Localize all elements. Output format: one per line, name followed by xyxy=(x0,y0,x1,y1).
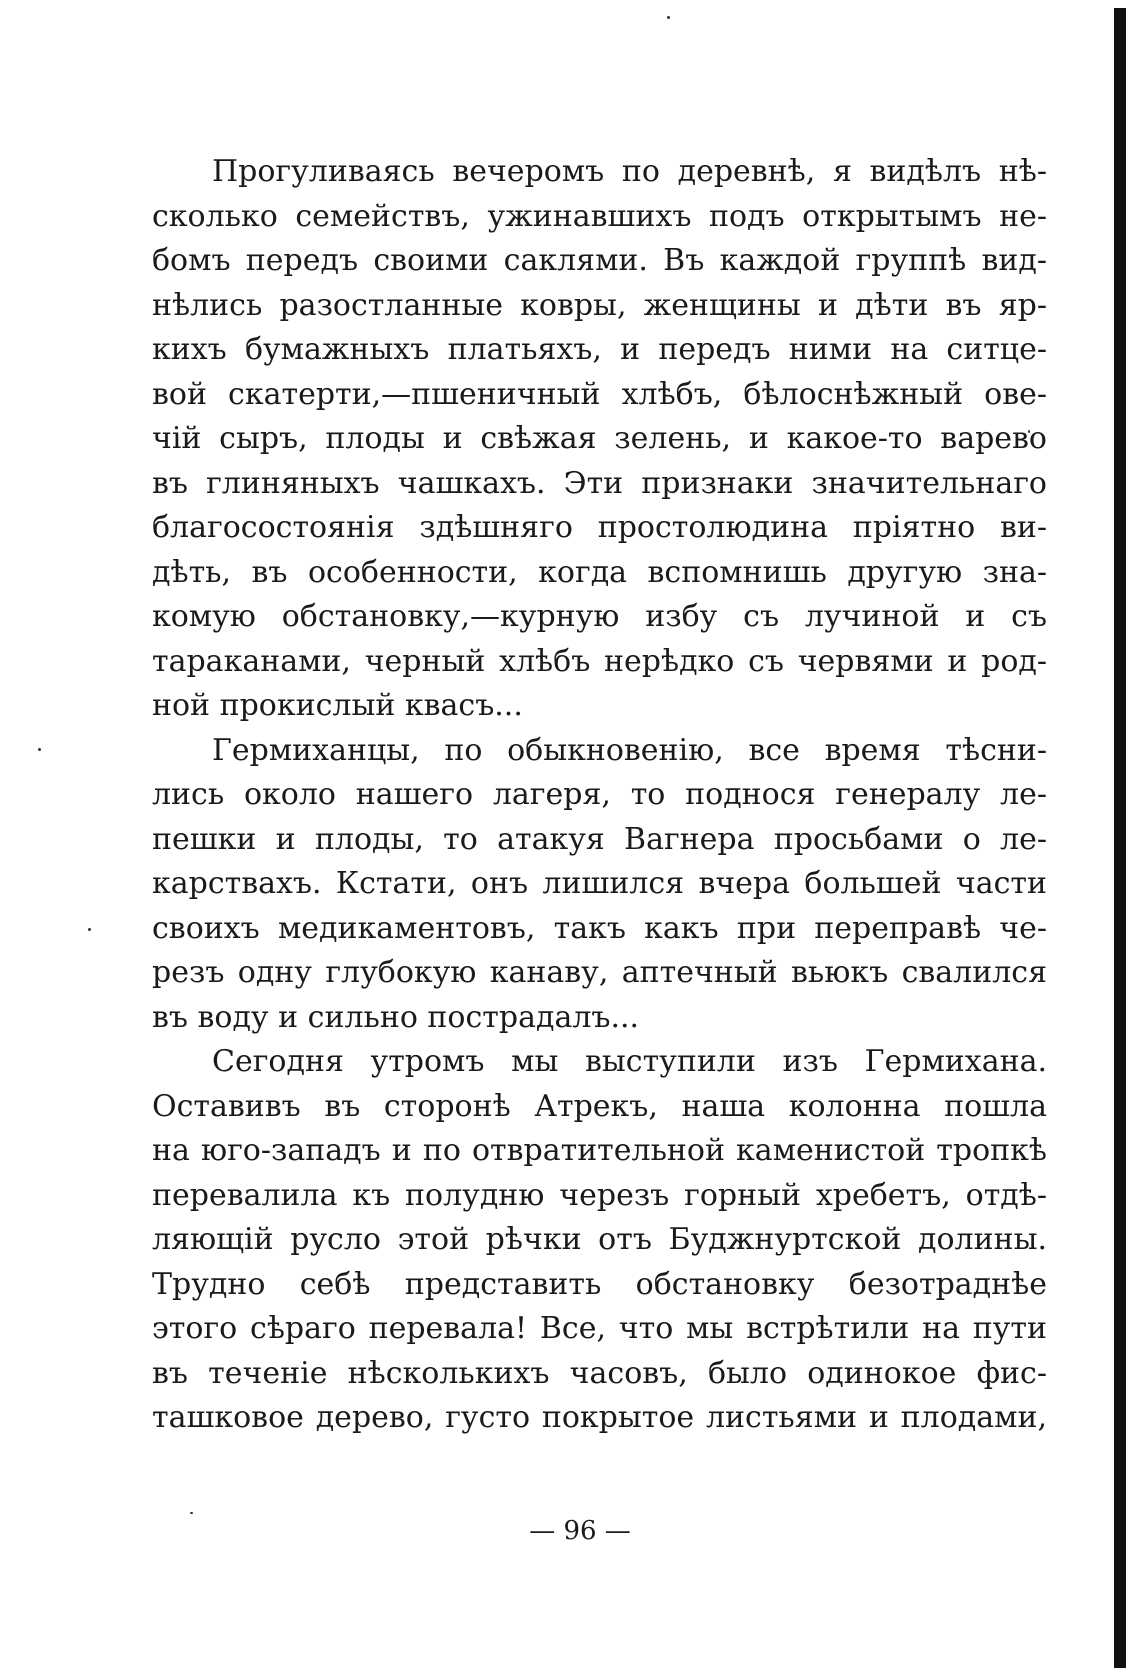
text-line: тараканами, черный хлѣбъ нерѣдко съ червями и род- xyxy=(152,643,1047,679)
text-line: этого сѣраго перевала! Все, что мы встрѣтили на пути xyxy=(152,1311,1047,1346)
text-line: пешки и плоды, то атакуя Вагнера просьбами о ле- xyxy=(152,821,1047,857)
text-line: сколько семействъ, ужинавшихъ подъ открытымъ не- xyxy=(152,198,1047,234)
text-line: резъ одну глубокую канаву, аптечный вьюкъ свалился xyxy=(152,955,1047,990)
text-line: на юго-западъ и по отвратительной каменистой тропкѣ xyxy=(152,1133,1047,1168)
scan-speck xyxy=(667,16,670,19)
text-line: Трудно себѣ представить обстановку безотраднѣе xyxy=(152,1266,1047,1302)
text-line: бомъ передъ своими саклями. Въ каждой группѣ вид- xyxy=(152,243,1047,278)
body-text xyxy=(152,150,1047,1441)
text-line: въ глиняныхъ чашкахъ. Эти признаки значительнаго xyxy=(152,465,1047,501)
text-line: благосостоянія здѣшняго простолюдина пріятно ви- xyxy=(152,510,1047,545)
text-line: лись около нашего лагеря, то поднося генералу ле- xyxy=(152,777,1047,812)
text-line: ташковое дерево, густо покрытое листьями и плодами, xyxy=(152,1400,1047,1435)
scan-speck xyxy=(88,928,91,931)
text-line: комую обстановку,—курную избу съ лучиной и съ xyxy=(152,599,1047,634)
text-line: своихъ медикаментовъ, такъ какъ при переправѣ че- xyxy=(152,910,1047,946)
text-line: Оставивъ въ сторонѣ Атрекъ, наша колонна пошла xyxy=(152,1088,1047,1124)
scan-speck xyxy=(38,748,41,751)
page-number: — 96 — xyxy=(529,1516,631,1546)
text-line: нѣлись разостланные ковры, женщины и дѣти въ яр- xyxy=(152,287,1047,323)
text-line: ляющій русло этой рѣчки отъ Буджнуртской долины. xyxy=(152,1222,1047,1257)
text-line: Прогуливаясь вечеромъ по деревнѣ, я видѣлъ нѣ- xyxy=(212,154,1047,189)
text-line: въ теченіе нѣсколькихъ часовъ, было одинокое фис- xyxy=(152,1355,1047,1391)
text-line: вой скатерти,—пшеничный хлѣбъ, бѣлоснѣжный ове- xyxy=(152,376,1047,412)
scan-edge-bar xyxy=(1114,8,1126,1668)
text-line: въ воду и сильно пострадалъ... xyxy=(152,999,640,1035)
text-line: чій сыръ, плоды и свѣжая зелень, и какое-то варево xyxy=(152,421,1047,456)
text-line: Гермиханцы, по обыкновенію, все время тѣсни- xyxy=(212,732,1047,768)
text-line: кихъ бумажныхъ платьяхъ, и передъ ними на ситце- xyxy=(152,332,1047,367)
text-line: ной прокислый квасъ... xyxy=(152,688,523,723)
text-line: перевалила къ полудню черезъ горный хребетъ, отдѣ- xyxy=(152,1177,1047,1213)
text-line: карствахъ. Кстати, онъ лишился вчера большей части xyxy=(152,866,1047,901)
text-line: Сегодня утромъ мы выступили изъ Гермихана. xyxy=(212,1044,1047,1079)
text-line: дѣть, въ особенности, когда вспомнишь другую зна- xyxy=(152,554,1047,590)
